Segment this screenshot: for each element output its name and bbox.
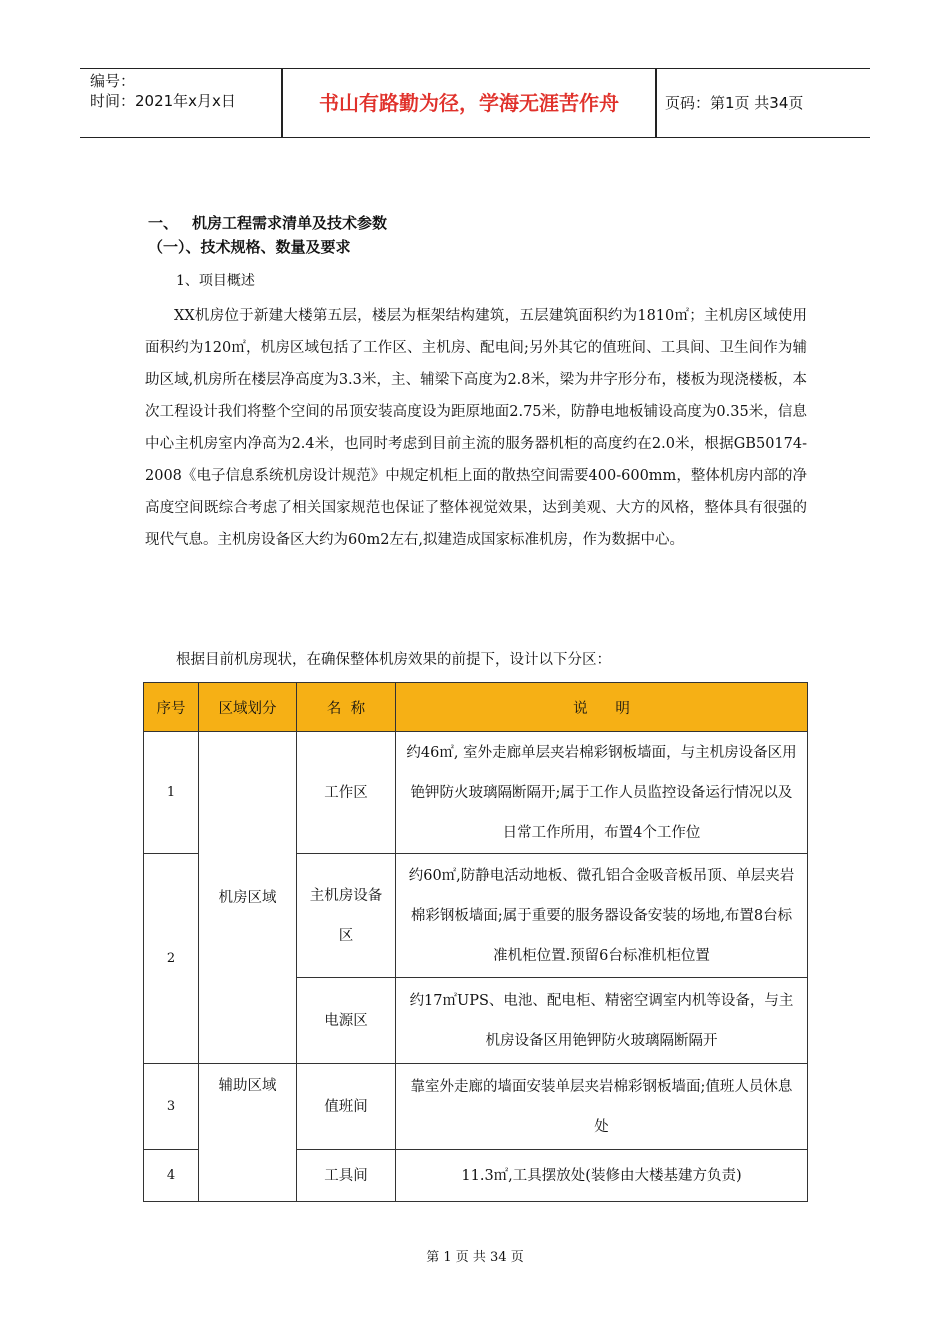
col-header-desc: 说 明 bbox=[396, 683, 808, 732]
header-divider-right bbox=[655, 69, 657, 137]
seq-cell: 2 bbox=[144, 854, 199, 1064]
page-header bbox=[80, 68, 870, 138]
name-cell: 值班间 bbox=[297, 1064, 396, 1150]
col-header-seq: 序号 bbox=[144, 683, 199, 732]
zone-table bbox=[143, 682, 808, 1202]
name-cell: 主机房设备区 bbox=[297, 854, 396, 978]
page-footer: 第 1 页 共 34 页 bbox=[426, 1250, 524, 1265]
seq-cell: 3 bbox=[144, 1064, 199, 1150]
desc-cell: 靠室外走廊的墙面安装单层夹岩棉彩钢板墙面;值班人员休息处 bbox=[396, 1064, 808, 1150]
table-row bbox=[144, 732, 808, 854]
seq-cell: 1 bbox=[144, 732, 199, 854]
header-page-info: 页码：第1页 共34页 bbox=[665, 94, 804, 112]
desc-cell: 11.3㎡,工具摆放处(装修由大楼基建方负责) bbox=[396, 1150, 808, 1202]
col-header-name: 名 称 bbox=[297, 683, 396, 732]
desc-cell: 约17㎡UPS、电池、配电柜、精密空调室内机等设备，与主机房设备区用铯钾防火玻璃隔断隔开 bbox=[396, 978, 808, 1064]
seq-cell: 4 bbox=[144, 1150, 199, 1202]
doc-time-label: 时间：2021年x月x日 bbox=[90, 92, 236, 110]
header-meta bbox=[80, 69, 280, 137]
col-header-zone: 区域划分 bbox=[199, 683, 297, 732]
section-heading bbox=[148, 212, 387, 233]
table-row bbox=[144, 1064, 808, 1150]
name-cell: 工作区 bbox=[297, 732, 396, 854]
table-header-row bbox=[144, 683, 808, 732]
section-number: 一、 bbox=[148, 214, 179, 232]
desc-cell: 约60㎡,防静电活动地板、微孔铝合金吸音板吊顶、单层夹岩棉彩钢板墙面;属于重要的服务器设备安装的场地,布置8台标准机柜位置.预留6台标准机柜位置 bbox=[396, 854, 808, 978]
desc-cell: 约46㎡, 室外走廊单层夹岩棉彩钢板墙面，与主机房设备区用铯钾防火玻璃隔断隔开;属于工作人员监控设备运行情况以及日常工作所用，布置4个工作位 bbox=[396, 732, 808, 854]
zone-cell: 机房区域 bbox=[199, 732, 297, 1064]
item-heading: 1、项目概述 bbox=[176, 273, 255, 289]
doc-number-label: 编号： bbox=[90, 72, 136, 90]
section-title: 机房工程需求清单及技术参数 bbox=[192, 214, 388, 232]
zoning-intro: 根据目前机房现状，在确保整体机房效果的前提下，设计以下分区： bbox=[176, 652, 611, 668]
subsection-heading: （一）、技术规格、数量及要求 bbox=[148, 238, 351, 256]
header-motto: 书山有路勤为径，学海无涯苦作舟 bbox=[319, 91, 619, 115]
name-cell: 电源区 bbox=[297, 978, 396, 1064]
overview-paragraph: XX机房位于新建大楼第五层，楼层为框架结构建筑，五层建筑面积约为1810㎡；主机房区域使用面积约为120㎡，机房区域包括了工作区、主机房、配电间;另外其它的值班间、工具间、卫生间作为辅助区域,机房所在楼层净高度为3.3米，主、辅梁下高度为2.8米，梁为井字形分布，楼板为现浇楼板，本次工程设计我们将整个空间的吊顶安装高度设为距原地面2.75米，防静电地板铺设高度为0.35米，信息中心主机房室内净高为2.4米，也同时考虑到目前主流的服务器机柜的高度约在2.0米，根据GB50174-2008《电子信息系统机房设计规范》中规定机柜上面的散热空间需要400-600mm，整体机房内部的净高度空间既综合考虑了相关国家规范也保证了整体视觉效果，达到美观、大方的风格，整体具有很强的现代气息。主机房设备区大约为60m2左右,拟建造成国家标准机房，作为数据中心。 bbox=[145, 308, 807, 548]
zone-cell: 辅助区域 bbox=[199, 1064, 297, 1202]
name-cell: 工具间 bbox=[297, 1150, 396, 1202]
